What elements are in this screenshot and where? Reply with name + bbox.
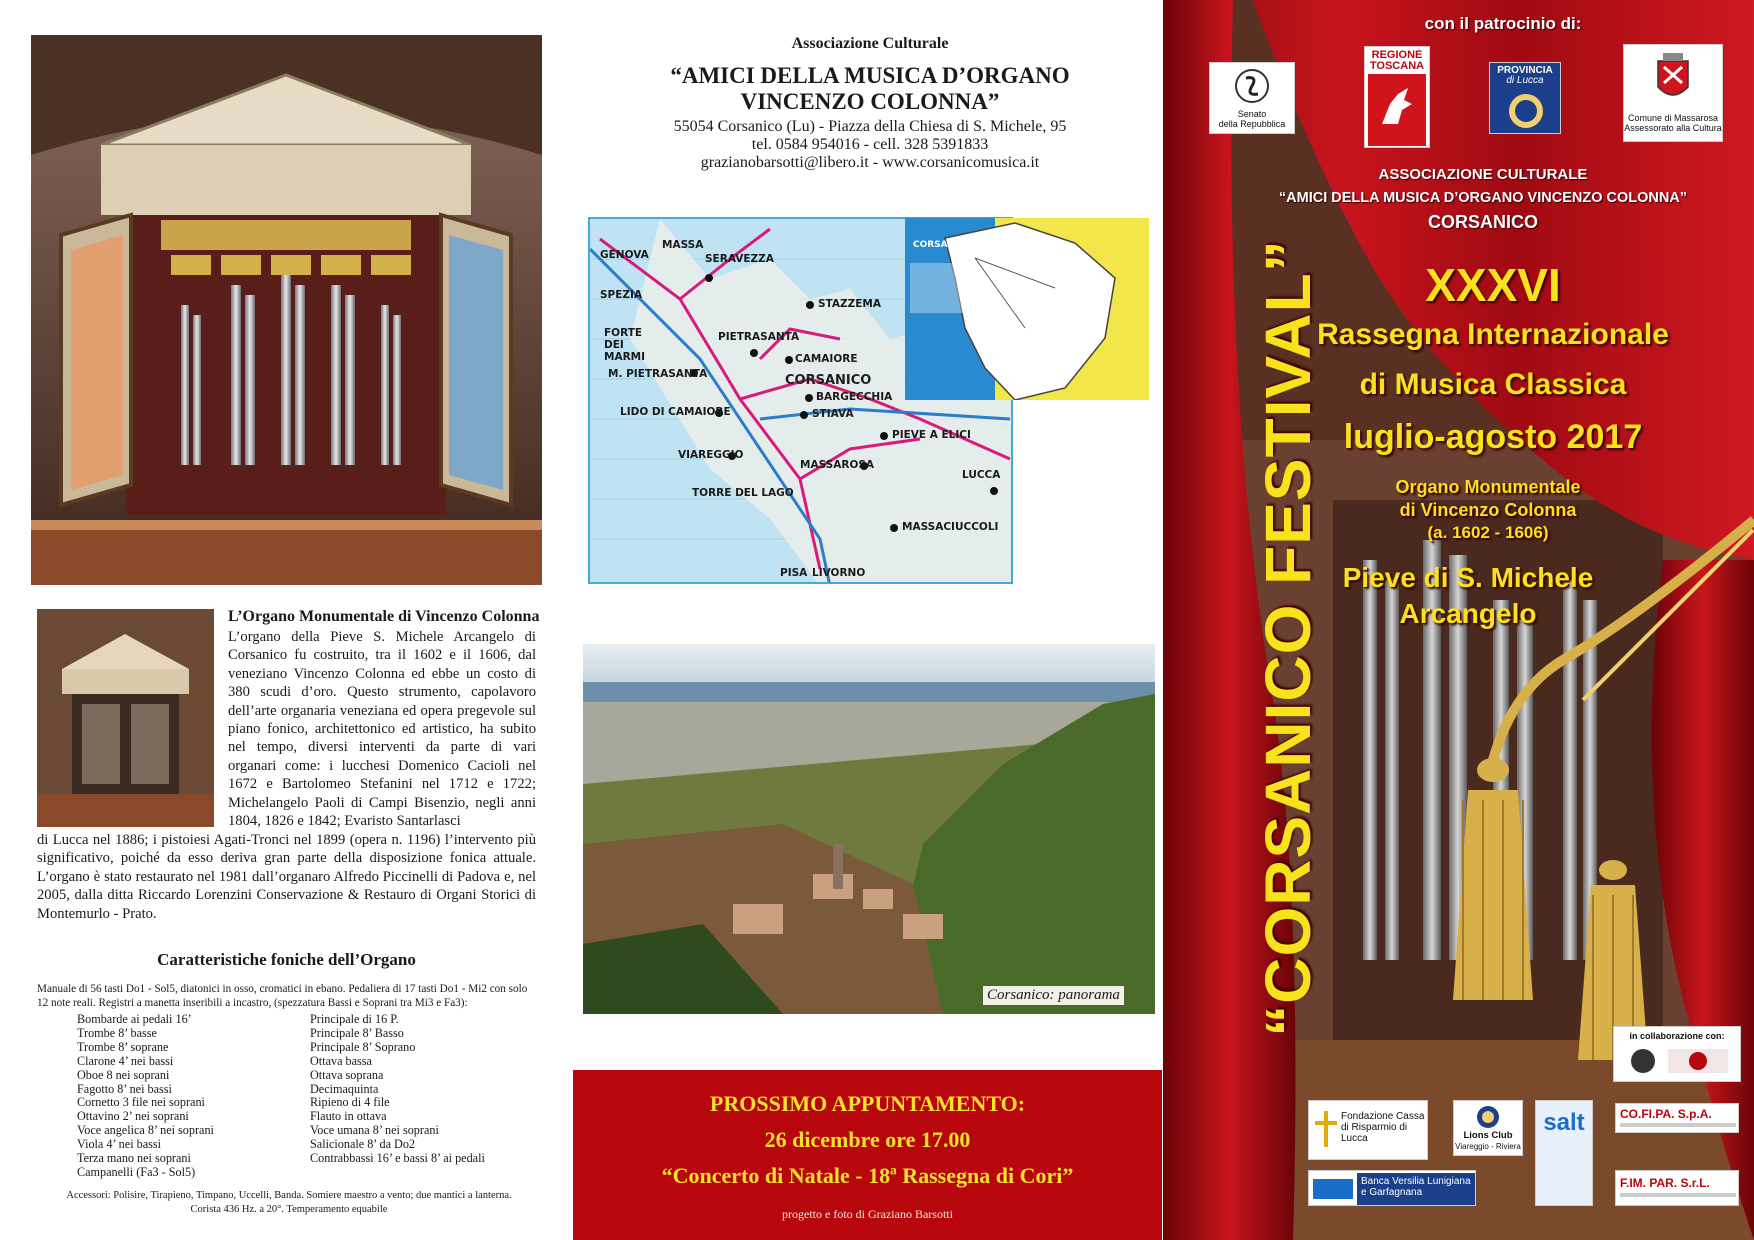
stop-item: Principale di 16 P.	[310, 1012, 399, 1026]
stop-item: Viola 4’ nei bassi	[77, 1137, 161, 1152]
stop-item: Bombarde ai pedali 16’	[77, 1012, 192, 1026]
cofipa-line	[1620, 1123, 1736, 1127]
organ-thumbnail-photo	[37, 609, 214, 827]
collaboration-label: in collaborazione con:	[1629, 1031, 1725, 1041]
sponsor-lions	[1453, 1100, 1523, 1156]
contact-email-web: grazianobarsotti@libero.it - www.corsanicomusica.it	[700, 154, 1040, 171]
organ-line-2: di Vincenzo Colonna	[1399, 500, 1577, 520]
stop-item: Ottava bassa	[310, 1053, 372, 1068]
organ-history-text-wrap: L’organo della Pieve S. Michele Arcangelo di Corsanico fu costruito, tra il 1602 e il 1606, dal veneziano Vincenzo Colonna ed ebbe un costo di 380 scudi d’oro. Questo strumento, capolavoro dell’arte organaria veneziana ed opera pregevole sul piano fonico, architettonico ed artistico, ha subito nel tempo, diversi interventi da parte di vari organari come: i lucchesi Domenico Cacioli nel 1672 e Bartolomeo Stefanini nel 1712 e 1722; Michelangelo Paoli di Campi Bisenzio, negli anni 1804, 1826 e 1842; Evaristo Santarlasci	[228, 629, 536, 830]
stop-item: Ripieno di 4 file	[310, 1095, 390, 1110]
stop-item: Flauto in ottava	[310, 1109, 387, 1124]
stop-item: Trombe 8’ soprane	[77, 1039, 169, 1054]
stops-list-left	[77, 1013, 297, 1180]
contact-phone: tel. 0584 954016 - cell. 328 5391833	[751, 136, 989, 153]
stop-item: Campanelli (Fa3 - Sol5)	[77, 1164, 196, 1179]
toscana-caption-1: REGIONE	[1371, 49, 1423, 61]
organ-illustration	[31, 35, 542, 585]
map-dot	[705, 274, 713, 282]
panorama-illustration	[583, 644, 1155, 1014]
stop-item: Salicionale 8’ da Do2	[310, 1137, 416, 1152]
festival-cover-panel	[1163, 0, 1754, 1240]
stop-item: Fagotto 8’ nei bassi	[77, 1081, 172, 1096]
provincia-caption-2: di Lucca	[1506, 75, 1544, 86]
stop-item: Ottavino 2’ nei soprani	[77, 1109, 189, 1124]
map-dot	[800, 411, 808, 419]
toscana-caption-2: TOSCANA	[1369, 60, 1425, 72]
association-name-line-1: “AMICI DELLA MUSICA D’ORGANO	[670, 63, 1070, 88]
map-dot	[806, 301, 814, 309]
appointment-title: “Concerto di Natale - 18ª Rassegna di Cori”	[661, 1163, 1074, 1188]
map-label: LUCCA	[962, 469, 1001, 481]
map-label-corsanico: CORSANICO	[785, 373, 872, 388]
cofipa-name: CO.FI.PA. S.p.A.	[1620, 1107, 1712, 1121]
map-dot	[805, 394, 813, 402]
map-dot	[880, 432, 888, 440]
map-label: FORTE DEI MARMI	[604, 327, 646, 363]
stop-item: Principale 8’ Basso	[310, 1025, 404, 1040]
venue-line-1: Pieve di S. Michele	[1342, 562, 1594, 593]
senato-caption-2: della Repubblica	[1218, 119, 1286, 129]
stop-item: Ottava soprana	[310, 1067, 384, 1082]
collaboration-logos-icon	[1623, 1045, 1733, 1077]
map-label: SERAVEZZA	[705, 253, 774, 265]
patronage-label: con il patrocinio di:	[1424, 14, 1582, 33]
sponsor-fimpar	[1615, 1170, 1739, 1206]
stop-item: Trombe 8’ basse	[77, 1025, 157, 1040]
logo-senato	[1209, 62, 1295, 134]
fimpar-name: F.IM. PAR. S.r.L.	[1620, 1176, 1710, 1190]
map-label: VIAREGGIO	[678, 449, 744, 461]
stops-list-right	[310, 1013, 545, 1166]
event-dates: luglio-agosto 2017	[1343, 418, 1643, 456]
map-label: LIDO DI CAMAIORE	[620, 406, 731, 418]
map-label: PISA	[780, 567, 808, 579]
stop-item: Cornetto 3 file nei soprani	[77, 1095, 205, 1110]
map-label: MASSAROSA	[800, 459, 875, 471]
organ-line-1: Organo Monumentale	[1395, 477, 1581, 497]
stop-item: Voce angelica 8’ nei soprani	[77, 1123, 214, 1138]
organ-line-3: (a. 1602 - 1606)	[1427, 523, 1549, 542]
sponsor-bcc	[1308, 1170, 1476, 1206]
accessories-line-1: Accessori: Polisire, Tirapieno, Timpano, Uccelli, Banda. Somiere maestro a vento; due mantici a lanterna.	[66, 1190, 512, 1201]
panorama-photo	[583, 644, 1155, 1014]
tuscany-inset-map	[905, 218, 1149, 400]
massarosa-caption-1: Comune di Massarosa	[1627, 113, 1719, 123]
senato-emblem-icon	[1232, 66, 1272, 106]
lions-caption-1: Lions Club	[1463, 1130, 1513, 1141]
map-dot	[890, 524, 898, 532]
organizer-line-1: ASSOCIAZIONE CULTURALE	[1378, 166, 1588, 183]
stop-item: Clarone 4’ nei bassi	[77, 1053, 174, 1068]
lions-caption-2: Viareggio - Riviera	[1455, 1142, 1521, 1151]
provincia-seal-icon	[1506, 91, 1546, 131]
panorama-caption: Corsanico: panorama	[983, 986, 1124, 1005]
map-label: PIETRASANTA	[718, 331, 800, 343]
fimpar-line	[1620, 1193, 1736, 1197]
map-label: STAZZEMA	[818, 298, 882, 310]
organ-history-text-continued: di Lucca nel 1886; i pistoiesi Agati-Tronci nel 1899 (opera n. 1196) l’intervento più significativo, poiché da esso deriva gran parte della disposizione fonica attuale. L’organo è stato restaurato nel 1981 dall’organaro Alfredo Piccinelli di Padova e, nel 2005, dalla ditta Riccardo Lorenzini Conservazione & Restauro di Organi Storici di Montemurlo - Prato.	[37, 832, 536, 922]
collaboration-box	[1613, 1026, 1741, 1082]
organ-thumbnail-illustration	[37, 609, 214, 827]
map-label: SPEZIA	[600, 289, 643, 301]
association-label: Associazione Culturale	[791, 35, 949, 52]
senato-caption-1: Senato	[1237, 109, 1267, 119]
massarosa-crest-icon	[1648, 49, 1698, 109]
map-label: GENOVA	[600, 249, 649, 261]
salt-logo-text: salt	[1543, 1109, 1585, 1136]
fondazione-cross-icon	[1313, 1109, 1339, 1149]
logo-comune-massarosa	[1623, 44, 1723, 142]
bcc-mark-icon	[1313, 1179, 1353, 1199]
stop-item: Terza mano nei soprani	[77, 1151, 191, 1166]
association-name-line-2: VINCENZO COLONNA”	[740, 89, 1000, 114]
event-line-1: Rassegna Internazionale	[1317, 318, 1669, 351]
toscana-pegasus-icon	[1368, 74, 1426, 146]
map-label: LIVORNO	[812, 567, 866, 579]
map-label: MASSA	[662, 239, 704, 251]
festival-vertical-title: “CORSANICO FESTIVAL”	[1252, 239, 1324, 1037]
map-label: STIAVA	[812, 408, 854, 420]
map-label: PIEVE A ELICI	[892, 429, 971, 441]
inset-label: CORSANICO	[913, 240, 973, 250]
map-label: M. PIETRASANTA	[608, 368, 708, 380]
logo-regione-toscana	[1364, 46, 1430, 148]
bcc-caption: Banca Versilia Lunigiana e Garfagnana	[1357, 1173, 1475, 1205]
organ-photo	[31, 35, 542, 585]
accessories-line-2: Corista 436 Hz. a 20°. Temperamento equabile	[190, 1204, 388, 1215]
credit-text: progetto e foto di Graziano Barsotti	[782, 1207, 953, 1221]
stop-item: Principale 8’ Soprano	[310, 1039, 416, 1054]
stop-item: Decimaquinta	[310, 1081, 379, 1096]
appointment-heading: PROSSIMO APPUNTAMENTO:	[709, 1091, 1026, 1116]
edition-number: XXXVI	[1425, 259, 1561, 311]
contact-address: 55054 Corsanico (Lu) - Piazza della Chiesa di S. Michele, 95	[673, 118, 1067, 135]
organizer-line-3: CORSANICO	[1427, 212, 1538, 232]
sponsor-salt	[1535, 1100, 1593, 1206]
venue-line-2: Arcangelo	[1399, 598, 1537, 629]
sponsor-fondazione	[1308, 1100, 1428, 1160]
map-label: CAMAIORE	[795, 353, 858, 365]
stop-item: Contrabbassi 16’ e bassi 8’ ai pedali	[310, 1151, 485, 1166]
map-dot	[785, 356, 793, 364]
fondazione-caption: Fondazione Cassa di Risparmio di Lucca	[1341, 1111, 1425, 1144]
appointment-date: 26 dicembre ore 17.00	[764, 1127, 971, 1152]
map-label: TORRE DEL LAGO	[692, 487, 794, 499]
spec-intro-text: Manuale di 56 tasti Do1 - Sol5, diatonici in osso, cromatici in ebano. Pedaliera di 17 tasti Do1 - Mi2 con solo 12 note reali. Registri a manetta inseribili a incastro, (spezzatura Bassi e Soprani tra Mi3 e Fa3):	[37, 983, 528, 1009]
organizer-line-2: “AMICI DELLA MUSICA D’ORGANO VINCENZO COLONNA”	[1278, 190, 1688, 206]
logo-provincia-lucca	[1489, 62, 1561, 134]
map-dot	[990, 487, 998, 495]
spec-heading: Caratteristiche foniche dell’Organo	[157, 950, 416, 969]
accessories-text	[37, 1189, 541, 1217]
stop-item: Voce umana 8’ nei soprani	[310, 1123, 439, 1138]
map-label: BARGECCHIA	[816, 391, 893, 403]
provincia-caption-1: PROVINCIA	[1497, 65, 1553, 76]
massarosa-caption-2: Assessorato alla Cultura	[1624, 123, 1722, 133]
organ-section-title: L’Organo Monumentale di Vincenzo Colonna	[228, 608, 540, 625]
map-label: MASSACIUCCOLI	[902, 521, 999, 533]
stop-item: Oboe 8 nei soprani	[77, 1067, 170, 1082]
sponsor-cofipa	[1615, 1103, 1739, 1133]
map-dot	[750, 349, 758, 357]
association-name	[580, 63, 1160, 115]
lions-emblem-icon	[1476, 1105, 1500, 1129]
event-line-2: di Musica Classica	[1359, 368, 1627, 401]
